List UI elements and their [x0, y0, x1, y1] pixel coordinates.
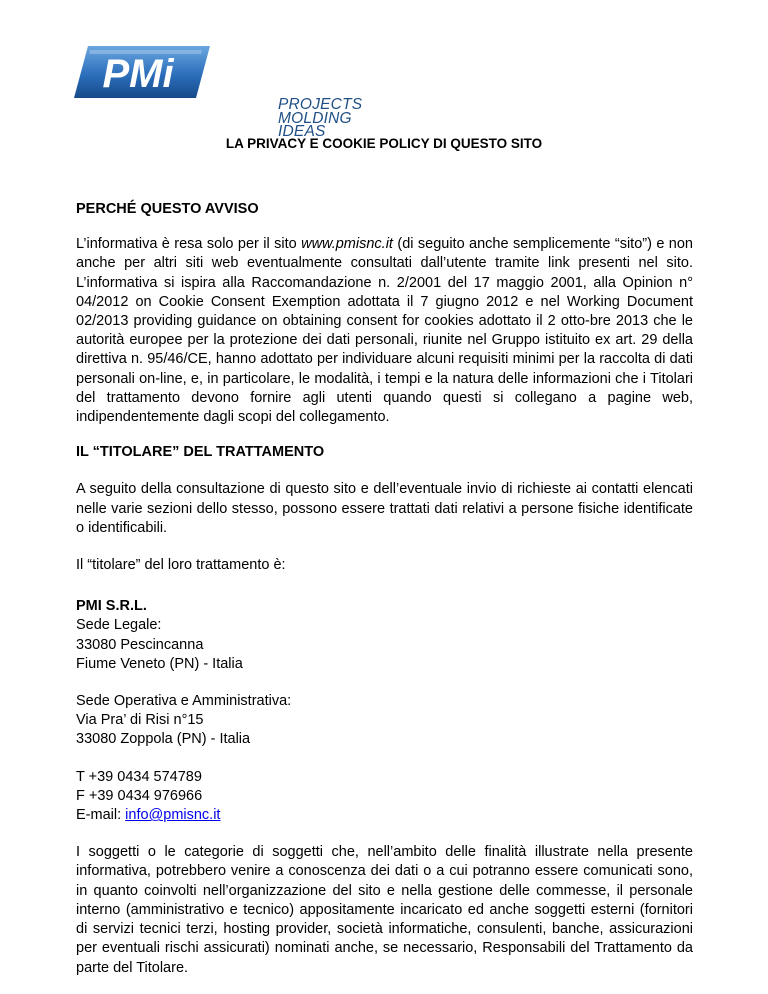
email-label: E-mail: [76, 807, 126, 824]
paragraph-intro [76, 235, 693, 427]
logo-word: PROJECTS [278, 96, 363, 113]
address-line: Sede Operativa e Amministrativa: [76, 693, 292, 710]
email-line [76, 806, 693, 825]
paragraph-data-processing: A seguito della consultazione di questo sito e dell’eventuale invio di richieste ai contatti elencati nelle varie sezioni dello stesso, possono essere trattati dati relativi a persone fisiche identificate o identificabili. [76, 481, 693, 536]
site-name: www.pmisnc.it [301, 236, 393, 253]
company-logo [74, 42, 363, 140]
fax-number: F +39 0434 976966 [76, 787, 203, 804]
paragraph-text: (di seguito anche semplicemente “sito”) e non anche per altri siti web eventualmente consultati dall’utente tramite link presenti nel sito. L’informativa si ispira alla Raccomandazione n. 2/2001 del 17 maggio 2001, alla Opinion n° 04/2012 on Cookie Consent Exemption adottata il 7 giugno 2012 e nel Working Document 02/2013 providing guidance on obtaining consent for cookies adottato il 2 otto-bre 2013 che le autorità europee per la protezione dei dati personali, riunite nel Gruppo istituito ex art. 29 della direttiva n. 95/46/CE, hanno adottato per individuare alcuni requisiti minimi per la raccolta di dati personali on-line, e, in particolare, le modalità, i tempi e la natura delle informazioni che i Titolari del trattamento devono fornire agli utenti quando questi si collegano a pagine web, indipendentemente dagli scopi del collegamento. [76, 236, 694, 426]
section-heading-why: PERCHÉ QUESTO AVVISO [76, 201, 259, 217]
address-line: 33080 Pescincanna [76, 636, 204, 653]
document-body [76, 200, 693, 978]
owner-block [76, 597, 693, 674]
logo-word: MOLDING [278, 109, 352, 127]
operative-block [76, 692, 693, 750]
pmi-logo-mark [74, 42, 214, 102]
logo-mark-text: PMi [102, 52, 174, 96]
address-line: Sede Legale: [76, 617, 162, 634]
logo-word: IDEAS [278, 123, 326, 140]
logo-wordmark [278, 98, 362, 139]
section-heading-owner: IL “TITOLARE” DEL TRATTAMENTO [76, 444, 325, 461]
address-line: Via Pra’ di Risi n°15 [76, 712, 204, 729]
paragraph-text: L’informativa è resa solo per il sito [76, 236, 302, 253]
paragraph-recipients: I soggetti o le categorie di soggetti che, nell’ambito delle finalità illustrate nella presente informativa, potrebbero venire a conoscenza dei dati o a cui potranno essere comunicati sono, in quanto coinvolti nell’organizzazione del sito e nella gestione delle commesse, il personale interno (amministrativo e tecnico) appositamente incaricato ed anche soggetti esterni (fornitori di servizi tecnici terzi, hosting provider, società informatiche, consulenti, banche, assicurazioni per eventuali rischi assicurati) nominati anche, se necessario, Responsabili del Trattamento da parte del Titolare. [76, 844, 693, 976]
email-link[interactable]: info@pmisnc.it [125, 807, 221, 824]
paragraph-owner-intro: Il “titolare” del loro trattamento è: [76, 557, 286, 574]
phone-number: T +39 0434 574789 [76, 768, 202, 785]
contact-block [76, 768, 693, 826]
document-title: LA PRIVACY E COOKIE POLICY DI QUESTO SITO [225, 136, 543, 151]
address-line: Fiume Veneto (PN) - Italia [76, 655, 243, 672]
company-name: PMI S.R.L. [76, 598, 147, 615]
address-line: 33080 Zoppola (PN) - Italia [76, 731, 251, 748]
